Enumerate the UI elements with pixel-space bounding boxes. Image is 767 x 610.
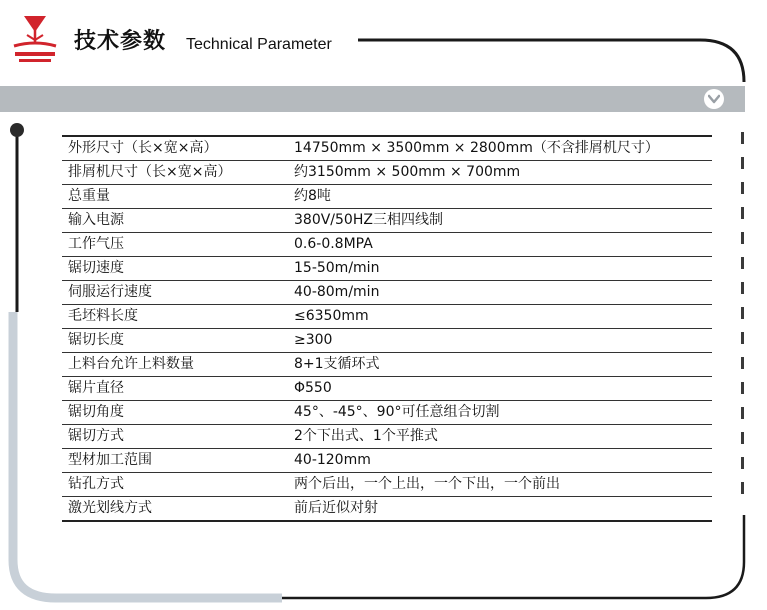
param-value: ≤6350mm	[282, 305, 712, 329]
param-label: 钻孔方式	[62, 473, 282, 497]
param-value: 45°、-45°、90°可任意组合切割	[282, 401, 712, 425]
param-value: 0.6-0.8MPA	[282, 233, 712, 257]
param-label: 激光划线方式	[62, 497, 282, 522]
dashed-rail	[741, 132, 744, 507]
param-label: 排屑机尺寸（长×宽×高）	[62, 161, 282, 185]
table-row	[62, 281, 712, 305]
param-value: 2个下出式、1个平推式	[282, 425, 712, 449]
param-label: 总重量	[62, 185, 282, 209]
table-row	[62, 497, 712, 522]
section-bar	[0, 86, 745, 112]
param-value: 40-120mm	[282, 449, 712, 473]
param-label: 上料台允许上料数量	[62, 353, 282, 377]
table-row	[62, 377, 712, 401]
param-label: 型材加工范围	[62, 449, 282, 473]
param-value: 40-80m/min	[282, 281, 712, 305]
param-value: 前后近似对射	[282, 497, 712, 522]
param-label: 锯片直径	[62, 377, 282, 401]
param-value: 约3150mm × 500mm × 700mm	[282, 161, 712, 185]
param-value: Φ550	[282, 377, 712, 401]
table-row	[62, 161, 712, 185]
param-value: 14750mm × 3500mm × 2800mm（不含排屑机尺寸）	[282, 136, 712, 161]
table-row	[62, 209, 712, 233]
param-value: ≥300	[282, 329, 712, 353]
table-row	[62, 449, 712, 473]
param-label: 锯切方式	[62, 425, 282, 449]
param-label: 工作气压	[62, 233, 282, 257]
table-row	[62, 473, 712, 497]
param-label: 锯切角度	[62, 401, 282, 425]
table-row	[62, 305, 712, 329]
collapse-toggle-button[interactable]	[704, 89, 724, 109]
param-value: 15-50m/min	[282, 257, 712, 281]
param-label: 输入电源	[62, 209, 282, 233]
page-title: 技术参数	[74, 29, 167, 54]
table-row	[62, 136, 712, 161]
laser-cutter-icon	[10, 14, 60, 66]
table-row	[62, 257, 712, 281]
param-label: 毛坯料长度	[62, 305, 282, 329]
table-row	[62, 233, 712, 257]
spec-table	[62, 135, 712, 522]
param-label: 伺服运行速度	[62, 281, 282, 305]
table-row	[62, 401, 712, 425]
param-value: 380V/50HZ三相四线制	[282, 209, 712, 233]
table-row	[62, 329, 712, 353]
param-label: 外形尺寸（长×宽×高）	[62, 136, 282, 161]
param-value: 两个后出，一个上出，一个下出，一个前出	[282, 473, 712, 497]
chevron-down-icon	[708, 94, 720, 104]
table-row	[62, 353, 712, 377]
param-value: 约8吨	[282, 185, 712, 209]
param-label: 锯切速度	[62, 257, 282, 281]
param-value: 8+1支循环式	[282, 353, 712, 377]
table-row	[62, 185, 712, 209]
table-row	[62, 425, 712, 449]
param-label: 锯切长度	[62, 329, 282, 353]
page-subtitle: Technical Parameter	[186, 36, 332, 53]
